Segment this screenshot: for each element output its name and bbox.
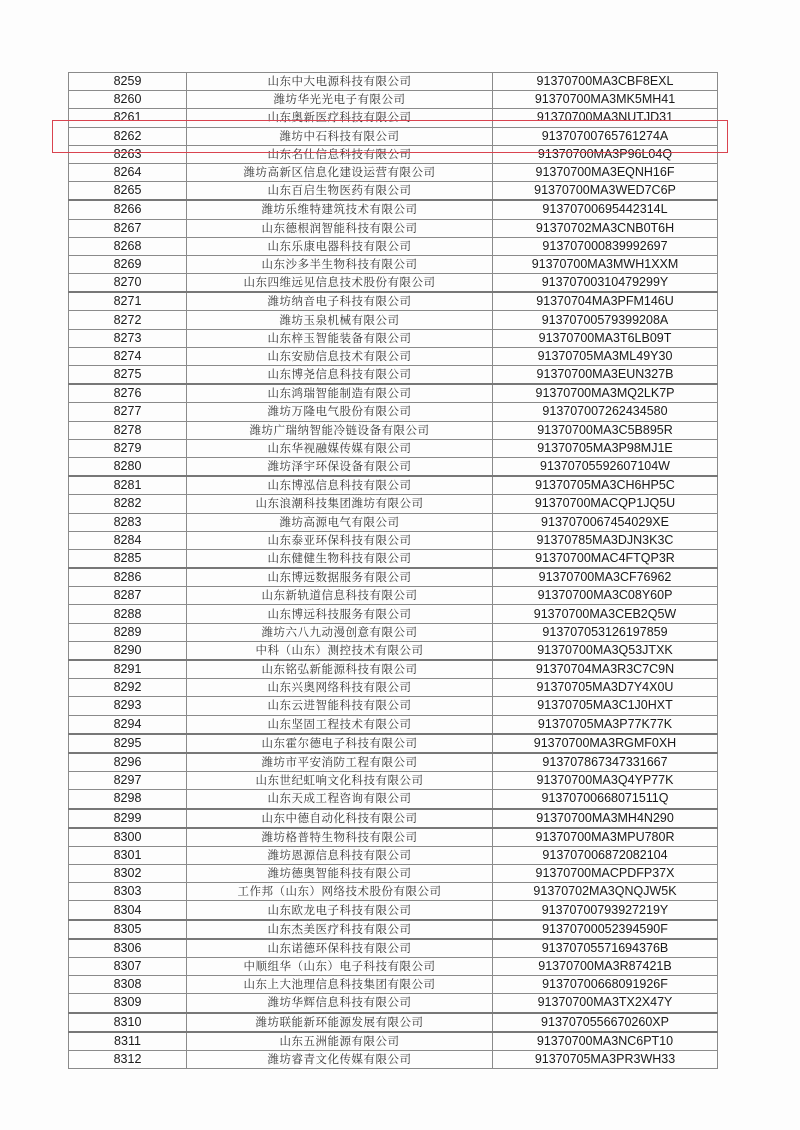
table-row	[69, 1013, 718, 1032]
table-row	[69, 641, 718, 660]
table-row	[69, 939, 718, 958]
credit-code-cell: 91370702MA3CNB0T6H	[493, 219, 718, 237]
company-name-cell: 工作邦（山东）网络技术股份有限公司	[187, 883, 493, 901]
table-row	[69, 994, 718, 1013]
row-number-cell: 8259	[69, 73, 187, 91]
table-row	[69, 828, 718, 847]
row-number-cell: 8285	[69, 549, 187, 568]
table-row	[69, 145, 718, 163]
credit-code-cell: 91370700MACQP1JQ5U	[493, 495, 718, 513]
company-name-cell: 潍坊泽宇环保设备有限公司	[187, 457, 493, 476]
row-number-cell: 8284	[69, 531, 187, 549]
company-name-cell: 山东五洲能源有限公司	[187, 1032, 493, 1051]
table-row	[69, 920, 718, 939]
company-name-cell: 山东健健生物科技有限公司	[187, 549, 493, 568]
credit-code-cell: 91370705MA3ML49Y30	[493, 347, 718, 365]
table-row	[69, 753, 718, 772]
row-number-cell: 8281	[69, 476, 187, 495]
row-number-cell: 8271	[69, 292, 187, 311]
company-name-cell: 潍坊格普特生物科技有限公司	[187, 828, 493, 847]
table-row	[69, 1032, 718, 1051]
company-name-cell: 潍坊市平安消防工程有限公司	[187, 753, 493, 772]
credit-code-cell: 9137070556670260XP	[493, 1013, 718, 1032]
row-number-cell: 8311	[69, 1032, 187, 1051]
table-row	[69, 883, 718, 901]
row-number-cell: 8299	[69, 809, 187, 828]
credit-code-cell: 913707053126197859	[493, 623, 718, 641]
company-name-cell: 山东四维远见信息技术股份有限公司	[187, 274, 493, 293]
credit-code-cell: 91370700MA3T6LB09T	[493, 329, 718, 347]
table-row	[69, 846, 718, 864]
table-row	[69, 439, 718, 457]
table-row	[69, 421, 718, 439]
credit-code-cell: 913707007262434580	[493, 403, 718, 421]
row-number-cell: 8276	[69, 384, 187, 403]
company-name-cell: 山东奥新医疗科技有限公司	[187, 109, 493, 127]
company-name-cell: 山东博远数据服务有限公司	[187, 568, 493, 587]
company-registry-table	[68, 72, 718, 1069]
company-name-cell: 中科（山东）测控技术有限公司	[187, 641, 493, 660]
credit-code-cell: 91370705592607104W	[493, 457, 718, 476]
row-number-cell: 8296	[69, 753, 187, 772]
row-number-cell: 8265	[69, 182, 187, 201]
table-row	[69, 127, 718, 145]
company-name-cell: 山东名仕信息科技有限公司	[187, 145, 493, 163]
row-number-cell: 8275	[69, 366, 187, 385]
table-row	[69, 679, 718, 697]
table-row	[69, 623, 718, 641]
table-row	[69, 292, 718, 311]
row-number-cell: 8312	[69, 1050, 187, 1068]
company-name-cell: 山东天成工程咨询有限公司	[187, 790, 493, 809]
credit-code-cell: 91370705MA3PR3WH33	[493, 1050, 718, 1068]
table-row	[69, 163, 718, 181]
row-number-cell: 8282	[69, 495, 187, 513]
table-row	[69, 660, 718, 679]
table-row	[69, 772, 718, 790]
credit-code-cell: 91370700579399208A	[493, 311, 718, 329]
credit-code-cell: 91370785MA3DJN3K3C	[493, 531, 718, 549]
company-name-cell: 山东上大池理信息科技集团有限公司	[187, 976, 493, 994]
row-number-cell: 8260	[69, 91, 187, 109]
row-number-cell: 8283	[69, 513, 187, 531]
company-name-cell: 山东杰美医疗科技有限公司	[187, 920, 493, 939]
credit-code-cell: 91370702MA3QNQJW5K	[493, 883, 718, 901]
company-name-cell: 山东霍尔德电子科技有限公司	[187, 734, 493, 753]
row-number-cell: 8309	[69, 994, 187, 1013]
row-number-cell: 8302	[69, 865, 187, 883]
company-name-cell: 山东鸿瑞智能制造有限公司	[187, 384, 493, 403]
table-row	[69, 901, 718, 920]
credit-code-cell: 91370705571694376B	[493, 939, 718, 958]
row-number-cell: 8278	[69, 421, 187, 439]
credit-code-cell: 9137070067454029XE	[493, 513, 718, 531]
company-name-cell: 山东安励信息技术有限公司	[187, 347, 493, 365]
row-number-cell: 8308	[69, 976, 187, 994]
row-number-cell: 8279	[69, 439, 187, 457]
company-name-cell: 潍坊德奥智能科技有限公司	[187, 865, 493, 883]
company-name-cell: 山东德根润智能科技有限公司	[187, 219, 493, 237]
row-number-cell: 8303	[69, 883, 187, 901]
credit-code-cell: 91370700668091926F	[493, 976, 718, 994]
credit-code-cell: 91370704MA3PFM146U	[493, 292, 718, 311]
table-row	[69, 587, 718, 605]
credit-code-cell: 91370700668071511Q	[493, 790, 718, 809]
row-number-cell: 8261	[69, 109, 187, 127]
credit-code-cell: 91370700MA3CEB2Q5W	[493, 605, 718, 623]
table-row	[69, 605, 718, 623]
row-number-cell: 8277	[69, 403, 187, 421]
table-row	[69, 329, 718, 347]
company-name-cell: 潍坊华辉信息科技有限公司	[187, 994, 493, 1013]
table-row	[69, 457, 718, 476]
row-number-cell: 8307	[69, 958, 187, 976]
credit-code-cell: 91370700793927219Y	[493, 901, 718, 920]
company-name-cell: 山东梓玉智能装备有限公司	[187, 329, 493, 347]
table-row	[69, 366, 718, 385]
credit-code-cell: 91370700695442314L	[493, 200, 718, 219]
registry-table-body	[69, 73, 718, 1069]
company-name-cell: 潍坊高新区信息化建设运营有限公司	[187, 163, 493, 181]
company-name-cell: 山东百启生物医药有限公司	[187, 182, 493, 201]
credit-code-cell: 91370700310479299Y	[493, 274, 718, 293]
credit-code-cell: 91370705MA3P77K77K	[493, 715, 718, 734]
credit-code-cell: 91370700MA3C5B895R	[493, 421, 718, 439]
company-name-cell: 山东中大电源科技有限公司	[187, 73, 493, 91]
row-number-cell: 8293	[69, 697, 187, 715]
row-number-cell: 8270	[69, 274, 187, 293]
row-number-cell: 8286	[69, 568, 187, 587]
table-row	[69, 568, 718, 587]
company-name-cell: 山东世纪虹响文化科技有限公司	[187, 772, 493, 790]
row-number-cell: 8274	[69, 347, 187, 365]
table-row	[69, 182, 718, 201]
credit-code-cell: 91370700MA3EUN327B	[493, 366, 718, 385]
table-row	[69, 476, 718, 495]
credit-code-cell: 91370705MA3P98MJ1E	[493, 439, 718, 457]
row-number-cell: 8287	[69, 587, 187, 605]
row-number-cell: 8305	[69, 920, 187, 939]
company-name-cell: 潍坊睿青文化传媒有限公司	[187, 1050, 493, 1068]
table-row	[69, 219, 718, 237]
table-row	[69, 697, 718, 715]
credit-code-cell: 91370700MA3NUTJD31	[493, 109, 718, 127]
company-name-cell: 山东诺德环保科技有限公司	[187, 939, 493, 958]
row-number-cell: 8292	[69, 679, 187, 697]
credit-code-cell: 91370705MA3C1J0HXT	[493, 697, 718, 715]
table-row	[69, 495, 718, 513]
company-name-cell: 山东铭弘新能源科技有限公司	[187, 660, 493, 679]
table-row	[69, 311, 718, 329]
table-row	[69, 790, 718, 809]
credit-code-cell: 91370700MA3MPU780R	[493, 828, 718, 847]
table-row	[69, 109, 718, 127]
company-name-cell: 潍坊高源电气有限公司	[187, 513, 493, 531]
row-number-cell: 8263	[69, 145, 187, 163]
company-name-cell: 潍坊广瑞纳智能冷链设备有限公司	[187, 421, 493, 439]
table-row	[69, 513, 718, 531]
credit-code-cell: 91370700MA3NC6PT10	[493, 1032, 718, 1051]
table-row	[69, 715, 718, 734]
credit-code-cell: 913707000839992697	[493, 237, 718, 255]
table-row	[69, 91, 718, 109]
row-number-cell: 8295	[69, 734, 187, 753]
credit-code-cell: 91370705MA3D7Y4X0U	[493, 679, 718, 697]
row-number-cell: 8291	[69, 660, 187, 679]
row-number-cell: 8267	[69, 219, 187, 237]
table-row	[69, 73, 718, 91]
credit-code-cell: 91370700765761274A	[493, 127, 718, 145]
company-name-cell: 潍坊纳音电子科技有限公司	[187, 292, 493, 311]
table-row	[69, 549, 718, 568]
company-name-cell: 中顺组华（山东）电子科技有限公司	[187, 958, 493, 976]
credit-code-cell: 91370700MA3TX2X47Y	[493, 994, 718, 1013]
credit-code-cell: 91370700MA3CF76962	[493, 568, 718, 587]
credit-code-cell: 91370700MA3Q53JTXK	[493, 641, 718, 660]
credit-code-cell: 91370700MACPDFP37X	[493, 865, 718, 883]
company-name-cell: 山东乐康电器科技有限公司	[187, 237, 493, 255]
company-name-cell: 潍坊万隆电气股份有限公司	[187, 403, 493, 421]
credit-code-cell: 91370700MA3EQNH16F	[493, 163, 718, 181]
credit-code-cell: 91370700MA3MQ2LK7P	[493, 384, 718, 403]
company-name-cell: 潍坊恩源信息科技有限公司	[187, 846, 493, 864]
table-row	[69, 403, 718, 421]
company-name-cell: 山东坚固工程技术有限公司	[187, 715, 493, 734]
row-number-cell: 8272	[69, 311, 187, 329]
credit-code-cell: 91370700MAC4FTQP3R	[493, 549, 718, 568]
credit-code-cell: 91370700MA3P96L04Q	[493, 145, 718, 163]
credit-code-cell: 91370700MA3MH4N290	[493, 809, 718, 828]
company-name-cell: 山东兴奥网络科技有限公司	[187, 679, 493, 697]
company-name-cell: 潍坊中石科技有限公司	[187, 127, 493, 145]
table-row	[69, 531, 718, 549]
row-number-cell: 8298	[69, 790, 187, 809]
credit-code-cell: 91370700MA3C08Y60P	[493, 587, 718, 605]
credit-code-cell: 913707867347331667	[493, 753, 718, 772]
row-number-cell: 8262	[69, 127, 187, 145]
company-name-cell: 山东博尧信息科技有限公司	[187, 366, 493, 385]
company-name-cell: 潍坊联能新环能源发展有限公司	[187, 1013, 493, 1032]
row-number-cell: 8289	[69, 623, 187, 641]
row-number-cell: 8294	[69, 715, 187, 734]
company-name-cell: 山东欧龙电子科技有限公司	[187, 901, 493, 920]
credit-code-cell: 91370700MA3MWH1XXM	[493, 255, 718, 273]
credit-code-cell: 91370700052394590F	[493, 920, 718, 939]
company-name-cell: 潍坊六八九动漫创意有限公司	[187, 623, 493, 641]
table-row	[69, 384, 718, 403]
table-row	[69, 958, 718, 976]
row-number-cell: 8310	[69, 1013, 187, 1032]
credit-code-cell: 91370700MA3MK5MH41	[493, 91, 718, 109]
row-number-cell: 8290	[69, 641, 187, 660]
company-name-cell: 潍坊华光光电子有限公司	[187, 91, 493, 109]
credit-code-cell: 91370700MA3RGMF0XH	[493, 734, 718, 753]
company-name-cell: 潍坊玉泉机械有限公司	[187, 311, 493, 329]
table-row	[69, 237, 718, 255]
company-name-cell: 潍坊乐维特建筑技术有限公司	[187, 200, 493, 219]
company-name-cell: 山东浪潮科技集团潍坊有限公司	[187, 495, 493, 513]
table-row	[69, 200, 718, 219]
credit-code-cell: 91370700MA3R87421B	[493, 958, 718, 976]
row-number-cell: 8273	[69, 329, 187, 347]
company-name-cell: 山东华视融媒传媒有限公司	[187, 439, 493, 457]
company-name-cell: 山东中德自动化科技有限公司	[187, 809, 493, 828]
table-row	[69, 255, 718, 273]
row-number-cell: 8300	[69, 828, 187, 847]
table-row	[69, 274, 718, 293]
row-number-cell: 8269	[69, 255, 187, 273]
table-row	[69, 809, 718, 828]
company-name-cell: 山东云进智能科技有限公司	[187, 697, 493, 715]
row-number-cell: 8280	[69, 457, 187, 476]
company-name-cell: 山东泰亚环保科技有限公司	[187, 531, 493, 549]
credit-code-cell: 91370700MA3CBF8EXL	[493, 73, 718, 91]
row-number-cell: 8266	[69, 200, 187, 219]
row-number-cell: 8306	[69, 939, 187, 958]
row-number-cell: 8288	[69, 605, 187, 623]
credit-code-cell: 91370704MA3R3C7C9N	[493, 660, 718, 679]
row-number-cell: 8297	[69, 772, 187, 790]
credit-code-cell: 91370705MA3CH6HP5C	[493, 476, 718, 495]
table-row	[69, 734, 718, 753]
credit-code-cell: 91370700MA3WED7C6P	[493, 182, 718, 201]
company-name-cell: 山东博泓信息科技有限公司	[187, 476, 493, 495]
table-row	[69, 865, 718, 883]
company-name-cell: 山东沙多半生物科技有限公司	[187, 255, 493, 273]
credit-code-cell: 913707006872082104	[493, 846, 718, 864]
row-number-cell: 8304	[69, 901, 187, 920]
credit-code-cell: 91370700MA3Q4YP77K	[493, 772, 718, 790]
row-number-cell: 8301	[69, 846, 187, 864]
company-name-cell: 山东博远科技服务有限公司	[187, 605, 493, 623]
row-number-cell: 8264	[69, 163, 187, 181]
company-name-cell: 山东新轨道信息科技有限公司	[187, 587, 493, 605]
table-row	[69, 976, 718, 994]
row-number-cell: 8268	[69, 237, 187, 255]
table-row	[69, 347, 718, 365]
table-row	[69, 1050, 718, 1068]
